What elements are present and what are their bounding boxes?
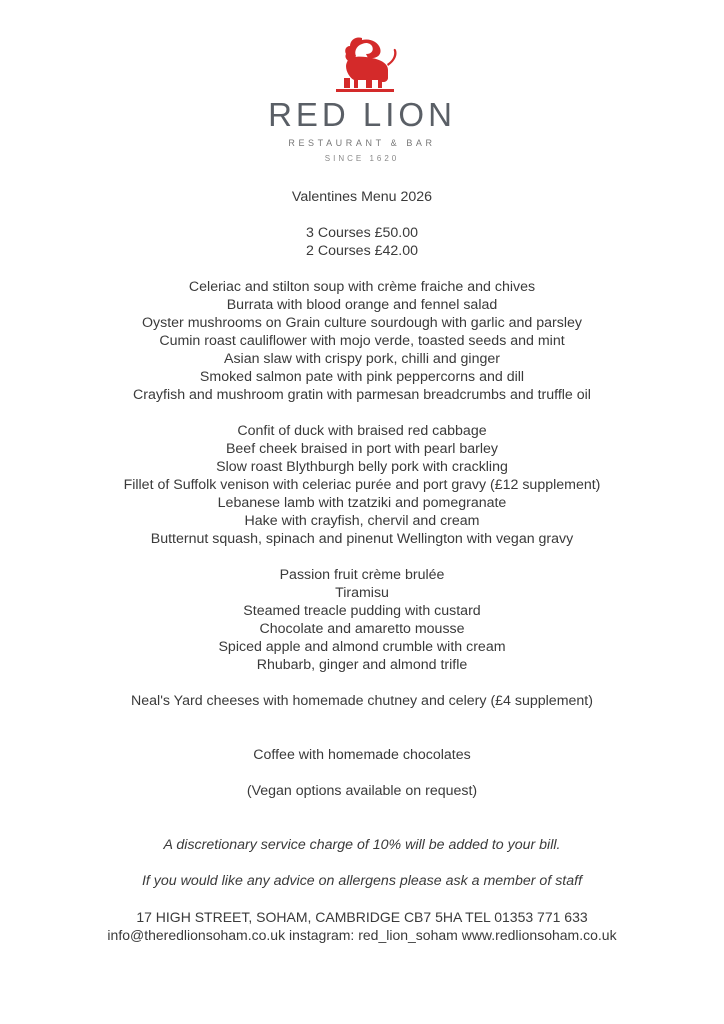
menu-item: Rhubarb, ginger and almond trifle bbox=[256, 657, 468, 673]
allergens-notice: If you would like any advice on allergens please ask a member of staff bbox=[141, 873, 583, 889]
menu-item: Fillet of Suffolk venison with celeriac purée and port gravy (£12 supplement) bbox=[123, 477, 601, 493]
desserts-section bbox=[0, 566, 724, 674]
red-lion-icon bbox=[322, 34, 402, 94]
vegan-note: (Vegan options available on request) bbox=[246, 783, 478, 799]
price-two-courses: 2 Courses £42.00 bbox=[306, 243, 418, 259]
menu-item: Slow roast Blythburgh belly pork with crackling bbox=[216, 459, 508, 475]
address-line: 17 HIGH STREET, SOHAM, CAMBRIDGE CB7 5HA TEL 01353 771 633 bbox=[136, 909, 588, 925]
mains-section bbox=[0, 422, 724, 548]
menu-item: Crayfish and mushroom gratin with parmesan breadcrumbs and truffle oil bbox=[133, 387, 591, 403]
footer bbox=[0, 908, 724, 944]
menu-item: Hake with crayfish, chervil and cream bbox=[244, 513, 480, 529]
menu-item: Tiramisu bbox=[335, 585, 389, 601]
service-charge-notice: A discretionary service charge of 10% will be added to your bill. bbox=[163, 837, 561, 853]
starters-section bbox=[0, 278, 724, 404]
menu-item: Celeriac and stilton soup with crème fraiche and chives bbox=[188, 279, 536, 295]
menu-title: Valentines Menu 2026 bbox=[291, 189, 433, 205]
contact-line: info@theredlionsoham.co.uk instagram: red_lion_soham www.redlionsoham.co.uk bbox=[107, 927, 617, 943]
menu-item: Chocolate and amaretto mousse bbox=[259, 621, 465, 637]
brand-tagline: RESTAURANT & BAR bbox=[288, 138, 436, 148]
menu-item: Asian slaw with crispy pork, chilli and ginger bbox=[224, 351, 500, 367]
cheese-option: Neal's Yard cheeses with homemade chutney and celery (£4 supplement) bbox=[131, 693, 593, 709]
menu-item: Smoked salmon pate with pink peppercorns and dill bbox=[199, 369, 525, 385]
menu-item: Steamed treacle pudding with custard bbox=[243, 603, 481, 619]
menu-item: Passion fruit crème brulée bbox=[279, 567, 445, 583]
brand-since: SINCE 1620 bbox=[324, 154, 400, 163]
menu-item: Spiced apple and almond crumble with cream bbox=[218, 639, 506, 655]
price-three-courses: 3 Courses £50.00 bbox=[306, 225, 418, 241]
menu-item: Beef cheek braised in port with pearl barley bbox=[225, 441, 499, 457]
menu-item: Burrata with blood orange and fennel salad bbox=[226, 297, 498, 313]
brand-name: RED LION bbox=[268, 96, 456, 133]
menu-item: Oyster mushrooms on Grain culture sourdough with garlic and parsley bbox=[141, 315, 582, 331]
menu-item: Cumin roast cauliflower with mojo verde, toasted seeds and mint bbox=[159, 333, 565, 349]
menu-item: Lebanese lamb with tzatziki and pomegranate bbox=[217, 495, 507, 511]
menu-body bbox=[0, 188, 724, 944]
logo bbox=[0, 34, 724, 94]
menu-item: Confit of duck with braised red cabbage bbox=[237, 423, 487, 439]
coffee-option: Coffee with homemade chocolates bbox=[253, 747, 471, 763]
menu-item: Butternut squash, spinach and pinenut Wellington with vegan gravy bbox=[150, 531, 574, 547]
